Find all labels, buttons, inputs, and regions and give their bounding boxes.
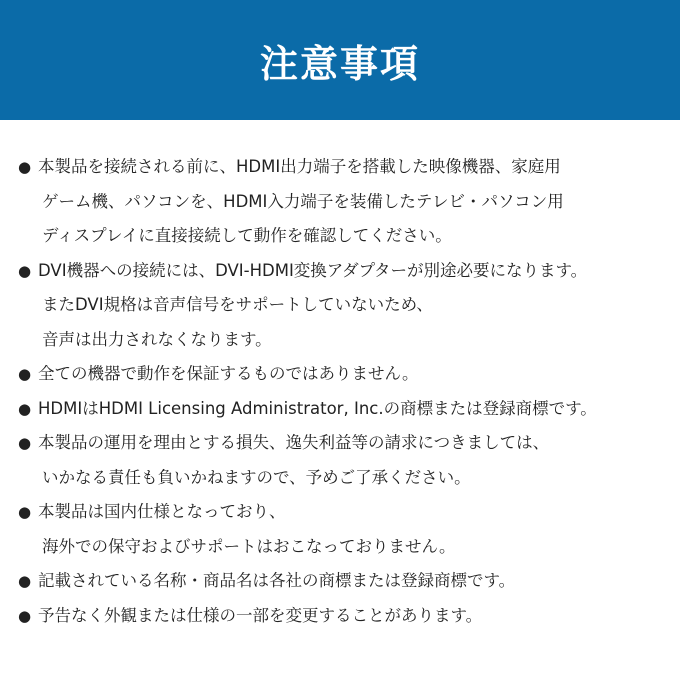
note-line: 海外での保守およびサポートはおこなっておりません。 bbox=[42, 536, 456, 556]
note-text bbox=[38, 564, 668, 599]
note-line: 本製品は国内仕様となっており、 bbox=[38, 502, 286, 521]
bullet-icon: ● bbox=[18, 261, 32, 280]
bullet-icon: ● bbox=[18, 434, 32, 452]
note-item bbox=[18, 599, 668, 634]
note-item bbox=[18, 495, 668, 564]
note-line: 予告なく外観または仕様の一部を変更することがあります。 bbox=[38, 605, 483, 625]
note-line: 本製品の運用を理由とする損失、逸失利益等の請求につきましては、 bbox=[38, 433, 550, 452]
note-item bbox=[18, 254, 668, 358]
bullet-icon: ● bbox=[18, 158, 32, 176]
note-item bbox=[18, 392, 668, 427]
notes-list bbox=[18, 150, 668, 633]
note-line: ディスプレイに直接接続して動作を確認してください。 bbox=[42, 226, 452, 245]
note-line: いかなる責任も負いかねますので、予めご了承ください。 bbox=[42, 467, 471, 487]
bullet-icon: ● bbox=[18, 606, 32, 625]
note-text bbox=[38, 599, 668, 634]
note-line: 音声は出力されなくなります。 bbox=[42, 329, 272, 349]
note-item bbox=[18, 357, 668, 392]
bullet-icon: ● bbox=[18, 365, 32, 383]
note-item bbox=[18, 426, 668, 495]
note-text bbox=[38, 254, 668, 358]
note-line: 記載されている名称・商品名は各社の商標または登録商標です。 bbox=[38, 571, 516, 590]
header-banner bbox=[0, 0, 680, 120]
note-line: HDMIはHDMI Licensing Administrator, Inc.の商標または登録商標です。 bbox=[38, 398, 597, 418]
note-line: またDVI規格は音声信号をサポートしていないため、 bbox=[42, 295, 433, 314]
note-text bbox=[38, 150, 668, 254]
note-text bbox=[38, 357, 668, 392]
note-line: 全ての機器で動作を保証するものではありません。 bbox=[38, 364, 419, 383]
note-text bbox=[38, 392, 668, 427]
note-line: DVI機器への接続には、DVI-HDMI変換アダプターが別途必要になります。 bbox=[38, 260, 588, 280]
note-text bbox=[38, 426, 668, 495]
bullet-icon: ● bbox=[18, 572, 32, 590]
note-item bbox=[18, 150, 668, 254]
bullet-icon: ● bbox=[18, 503, 32, 521]
note-line: 本製品を接続される前に、HDMI出力端子を搭載した映像機器、家庭用 bbox=[38, 157, 561, 176]
bullet-icon: ● bbox=[18, 399, 32, 418]
note-line: ゲーム機、パソコンを、HDMI入力端子を装備したテレビ・パソコン用 bbox=[42, 191, 564, 211]
note-item bbox=[18, 564, 668, 599]
page-title: 注意事項 bbox=[259, 41, 420, 86]
note-text bbox=[38, 495, 668, 564]
